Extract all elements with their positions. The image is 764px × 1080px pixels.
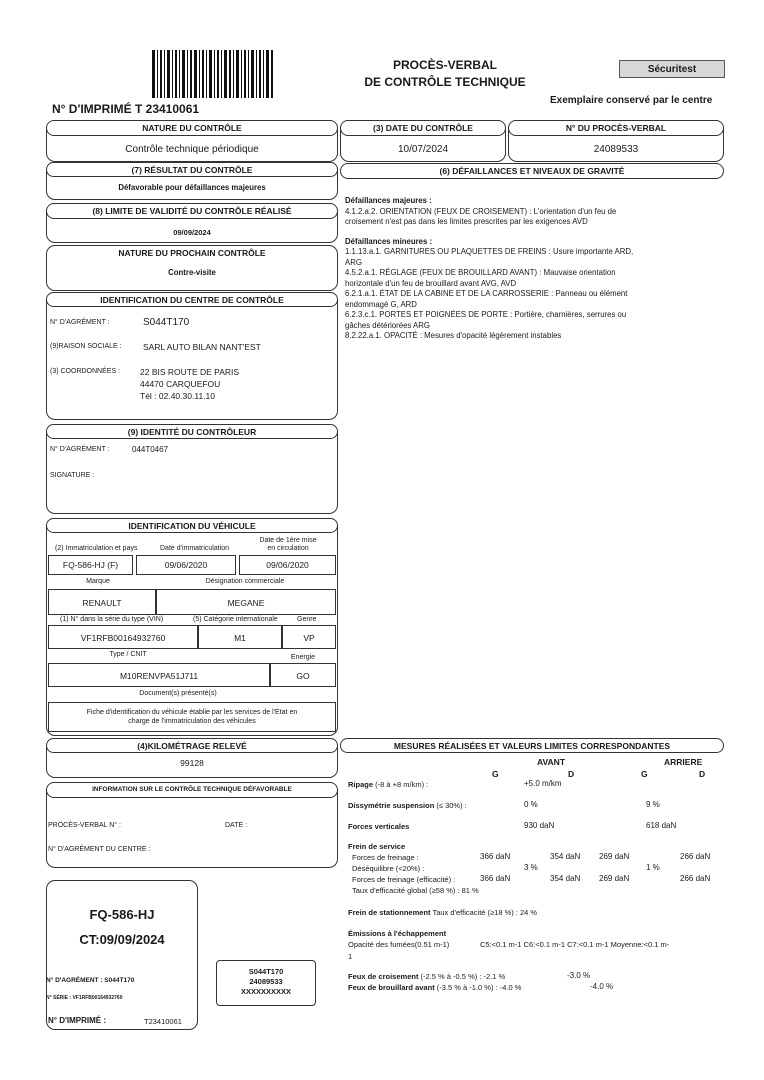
arriere-d-header: D	[699, 769, 706, 779]
mineure-line: horizontale d'un feu de brouillard avant AVG, AVD	[345, 278, 517, 288]
centre-raison: SARL AUTO BILAN NANT'EST	[143, 342, 261, 352]
stamp-box	[216, 960, 316, 1006]
vignette-imprime: T23410061	[144, 1017, 182, 1026]
mineure-line: 6.2.3.c.1. PORTES ET POIGNÉES DE PORTE : Portière, charnières, serrures ou	[345, 310, 627, 319]
controleur-title: (9) IDENTITÉ DU CONTRÔLEUR	[46, 424, 338, 439]
ff-arg: 269 daN	[599, 852, 630, 861]
energie-label: Energie	[290, 654, 316, 661]
centre-title: IDENTIFICATION DU CENTRE DE CONTRÔLE	[46, 292, 338, 307]
prochain-value: Contre-visite	[168, 268, 216, 277]
defaillances-list	[345, 196, 720, 342]
vignette-serie: N° SÉRIE : VF1RFB00164932760	[46, 995, 123, 1001]
limite-title: (8) LIMITE DE VALIDITÉ DU CONTRÔLE RÉALISÉ	[46, 203, 338, 219]
mineure-line: ARG	[345, 257, 362, 267]
info-pv-label: PROCÈS-VERBAL N° :	[48, 822, 121, 829]
ff-avg: 366 daN	[480, 852, 511, 861]
croisement-g: -2.1 %	[483, 972, 506, 981]
opacite-label: Opacité des fumées(0.51 m-1)	[348, 940, 450, 949]
centre-raison-label: (9)RAISON SOCIALE :	[50, 343, 122, 350]
vin-cell: VF1RFB00164932760	[48, 625, 198, 649]
marque-cell: RENAULT	[48, 589, 156, 615]
date-value: 10/07/2024	[397, 144, 449, 155]
info-agrement-label: N° D'AGRÉMENT DU CENTRE :	[48, 846, 151, 853]
mineure-line: 6.2.1.a.1. ÉTAT DE LA CABINE ET DE LA CARROSSERIE : Panneau ou élément	[345, 289, 628, 298]
avant-g-header: G	[492, 769, 499, 779]
mineure-line: 8.2.22.a.1. OPACITÉ : Mesures d'opacité légèrement instables	[345, 331, 562, 340]
immat-label: (2) Immatriculation et pays	[55, 545, 138, 552]
opacite-values: C5:<0.1 m-1 C6:<0.1 m-1 C7:<0.1 m-1 Moyenne:<0.1 m-	[480, 940, 670, 949]
avant-header: AVANT	[537, 757, 566, 767]
designation-cell: MEGANE	[156, 589, 336, 615]
vignette-agrement: N° D'AGRÉMENT : S044T170	[46, 977, 135, 984]
title-line1: PROCÈS-VERBAL	[392, 58, 497, 72]
dissym-label: Dissymétrie suspension	[348, 801, 435, 810]
imprime-number: N° D'IMPRIMÉ T 23410061	[52, 102, 200, 116]
stamp-line2: 24089533	[249, 977, 283, 986]
date-circ-label1: Date de 1ère mise	[259, 537, 317, 544]
deseq-ar: 1 %	[646, 863, 660, 872]
vignette-imprime-label: N° D'IMPRIMÉ :	[48, 1016, 106, 1025]
km-title: (4)KILOMÉTRAGE RELEVÉ	[46, 738, 338, 753]
taux-global: Taux d'efficacité global (≥58 %) : 81 %	[352, 886, 479, 895]
pv-title: N° DU PROCÈS-VERBAL	[508, 120, 724, 136]
stamp-line1: S044T170	[248, 967, 284, 976]
stationnement-label: Frein de stationnement	[348, 908, 431, 917]
centre-agrement-label: N° D'AGRÉMENT :	[50, 319, 110, 326]
stationnement-row	[348, 908, 537, 917]
page-title	[340, 57, 550, 91]
date-circ-cell: 09/06/2020	[239, 555, 336, 575]
mineure-line: gâches détériorées ARG	[345, 320, 430, 330]
controleur-agrement-label: N° D'AGRÉMENT :	[50, 446, 110, 453]
nature-title: NATURE DU CONTRÔLE	[46, 120, 338, 136]
info-date-label: DATE :	[225, 822, 248, 829]
genre-cell: VP	[282, 625, 336, 649]
designation-label: Désignation commerciale	[205, 578, 285, 585]
ffe-arg: 269 daN	[599, 874, 630, 883]
centre-agrement: S044T170	[143, 317, 190, 328]
date-immat-label: Date d'immatriculation	[160, 545, 230, 552]
date-circ-label	[242, 537, 334, 553]
cat-label: (5) Catégorie internationale	[193, 616, 278, 623]
dissym-ar: 9 %	[646, 800, 660, 809]
resultat-value: Défavorable pour défaillances majeures	[118, 183, 266, 192]
forces-ar: 618 daN	[646, 821, 677, 830]
ff-label: Forces de freinage :	[352, 853, 419, 862]
marque-label: Marque	[86, 578, 110, 585]
mineure-line: 4.5.2.a.1. RÉGLAGE (FEUX DE BROUILLARD AVANT) : Mauvaise orientation	[345, 268, 616, 277]
deseq-av: 3 %	[524, 863, 538, 872]
centre-address2: 44470 CARQUEFOU	[140, 379, 221, 389]
vignette-plate: FQ-586-HJ	[89, 907, 155, 922]
vehicule-title: IDENTIFICATION DU VÉHICULE	[46, 518, 338, 533]
docs-line2: charge de l'immatriculation des véhicules	[128, 718, 256, 725]
docs-line1: Fiche d'identification du véhicule établie par les services de l'Etat en	[86, 709, 298, 716]
ripage-row	[348, 780, 428, 789]
date-immat-cell: 09/06/2020	[136, 555, 236, 575]
brouillard-row	[348, 983, 521, 992]
date-circ-label2: en circulation	[267, 545, 309, 552]
vin-label: (1) N° dans la série du type (VIN)	[60, 616, 164, 623]
prochain-title: NATURE DU PROCHAIN CONTRÔLE	[118, 248, 266, 258]
docs-cell	[48, 702, 336, 732]
frein-service-label: Frein de service	[348, 842, 406, 851]
dissym-row	[348, 801, 467, 810]
brand-badge: Sécuritest	[619, 60, 725, 78]
centre-address1: 22 BIS ROUTE DE PARIS	[140, 367, 240, 377]
mineures-title: Défaillances mineures :	[345, 236, 433, 246]
ffe-avg: 366 daN	[480, 874, 511, 883]
immat-cell: FQ-586-HJ (F)	[48, 555, 133, 575]
croisement-row	[348, 972, 505, 981]
energie-cell: GO	[270, 663, 336, 687]
barcode	[152, 50, 274, 98]
signature-label: SIGNATURE :	[50, 472, 95, 479]
date-title: (3) DATE DU CONTRÔLE	[340, 120, 506, 136]
controleur-agrement: 044T0467	[132, 445, 169, 454]
majeures-title: Défaillances majeures :	[345, 196, 432, 205]
ripage-label: Ripage	[348, 780, 374, 789]
croisement-range: (-2.5 % à -0.5 %) :	[420, 972, 482, 981]
ripage-value: +5.0 m/km	[524, 779, 562, 788]
stamp-line3: XXXXXXXXXX	[240, 987, 292, 996]
genre-label: Genre	[297, 616, 317, 623]
emissions-label: Émissions à l'échappement	[348, 929, 447, 938]
forces-label: Forces verticales	[348, 822, 410, 831]
limite-value: 09/09/2024	[173, 228, 211, 237]
pv-value: 24089533	[593, 144, 639, 155]
mesures-title: MESURES RÉALISÉES ET VALEURS LIMITES CORRESPONDANTES	[340, 738, 724, 753]
centre-tel: Tél : 02.40.30.11.10	[140, 391, 215, 401]
forces-av: 930 daN	[524, 821, 555, 830]
vignette-ct: CT:09/09/2024	[79, 932, 165, 947]
deseq-label: Déséquilibre (<20%) :	[352, 864, 425, 873]
arriere-header: ARRIERE	[664, 757, 703, 767]
majeure-line: croisement n'est pas dans les limites prescrites par les exigences AVD	[345, 217, 588, 226]
ff-avd: 354 daN	[550, 852, 581, 861]
nature-value: Contrôle technique périodique	[125, 144, 259, 155]
defaillances-title: (6) DÉFAILLANCES ET NIVEAUX DE GRAVITÉ	[340, 163, 724, 179]
categorie-cell: M1	[198, 625, 282, 649]
vignette-box	[46, 880, 198, 1030]
brouillard-label: Feux de brouillard avant	[348, 983, 435, 992]
type-label: Type / CNIT	[109, 651, 147, 658]
ffe-label: Forces de freinage (efficacité) :	[352, 875, 456, 884]
croisement-label: Feux de croisement	[348, 972, 419, 981]
ffe-ard: 266 daN	[680, 874, 711, 883]
opacite-wrap: 1	[348, 952, 353, 961]
info-title: INFORMATION SUR LE CONTRÔLE TECHNIQUE DÉFAVORABLE	[46, 782, 338, 798]
arriere-g-header: G	[641, 769, 648, 779]
ripage-range: (-8 à +8 m/km) :	[375, 780, 429, 789]
resultat-title: (7) RÉSULTAT DU CONTRÔLE	[46, 162, 338, 177]
croisement-d: -3.0 %	[567, 971, 591, 980]
title-line2: DE CONTRÔLE TECHNIQUE	[364, 75, 526, 89]
majeure-line: 4.1.2.a.2. ORIENTATION (FEUX DE CROISEMENT) : L'orientation d'un feu de	[345, 206, 617, 216]
avant-d-header: D	[568, 769, 575, 779]
mineure-line: 1.1.13.a.1. GARNITURES OU PLAQUETTES DE FREINS : Usure importante ARD,	[345, 247, 634, 256]
dissym-range: (≤ 30%) :	[436, 801, 467, 810]
mineure-line: endommagé G, ARD	[345, 299, 417, 309]
centre-coord-label: (3) COORDONNÉES :	[50, 368, 121, 375]
docs-label: Document(s) présenté(s)	[139, 690, 217, 697]
brouillard-range: (-3.5 % à -1.0 %) :	[436, 983, 498, 992]
ffe-avd: 354 daN	[550, 874, 581, 883]
ff-ard: 266 daN	[680, 852, 711, 861]
brouillard-g: -4.0 %	[499, 983, 522, 992]
brouillard-d: -4.0 %	[590, 982, 614, 991]
copy-note: Exemplaire conservé par le centre	[550, 95, 713, 106]
km-value: 99128	[180, 758, 204, 768]
dissym-av: 0 %	[524, 800, 538, 809]
type-cell: M10RENVPA51J711	[48, 663, 270, 687]
stationnement-value: Taux d'efficacité (≥18 %) : 24 %	[432, 908, 538, 917]
